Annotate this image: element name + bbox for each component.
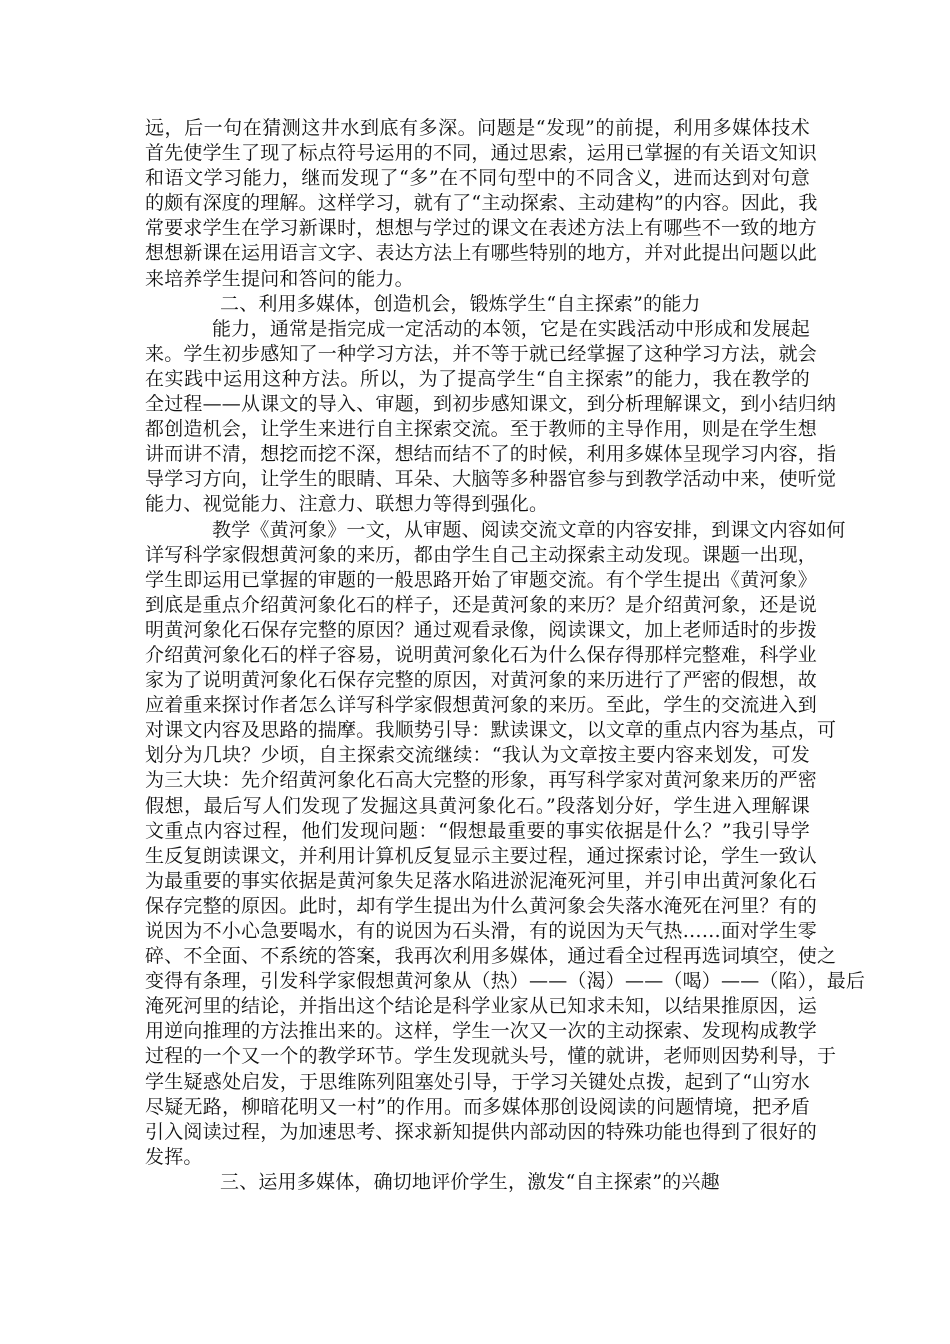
text-line: 想想新课在运用语言文字、表达方法上有哪些特别的地方，并对此提出问题以此 <box>145 242 818 265</box>
text-line: 淹死河里的结论，并指出这个结论是科学业家从已知求未知，以结果推原因，运 <box>145 995 818 1018</box>
text-line: 和语文学习能力，继而发现了“多”在不同句型中的不同含义，进而达到对句意 <box>145 167 810 190</box>
body-paragraph <box>145 116 818 292</box>
text-line: 文重点内容过程，他们发现问题：“假想最重要的事实依据是什么？”我引导学 <box>145 819 810 842</box>
section-heading <box>145 292 810 317</box>
text-line: 为三大块：先介绍黄河象化石高大完整的形象，再写科学家对黄河象来历的严密 <box>145 769 818 792</box>
text-line: 应着重来探讨作者怎么详写科学家假想黄河象的来历。至此，学生的交流进入到 <box>145 694 818 717</box>
text-line: 生反复朗读课文，并利用计算机反复显示主要过程，通过探索讨论，学生一致认 <box>145 844 818 867</box>
text-line: 引入阅读过程，为加速思考、探求新知提供内部动因的特殊功能也得到了很好的 <box>145 1120 818 1143</box>
text-line: 能力，通常是指完成一定活动的本领，它是在实践活动中形成和发展起 <box>212 317 810 340</box>
text-line: 保存完整的原因。此时，却有学生提出为什么黄河象会失落水淹死在河里？有的 <box>145 894 818 917</box>
text-line: 碎、不全面、不系统的答案，我再次利用多媒体，通过看全过程再选词填空，使之 <box>145 945 837 968</box>
text-line: 远，后一句在猜测这井水到底有多深。问题是“发现”的前提，利用多媒体技术 <box>145 117 810 139</box>
text-line: 导学习方向，让学生的眼睛、耳朵、大脑等多种器官参与到教学活动中来，使听觉 <box>145 468 837 491</box>
text-line: 划分为几块？少顷，自主探索交流继续：“我认为文章按主要内容来划发，可发 <box>145 744 810 767</box>
text-line: 明黄河象化石保存完整的原因？通过观看录像，阅读课文，加上老师适时的步拨 <box>145 618 818 641</box>
text-line: 详写科学家假想黄河象的来历，都由学生自己主动探索主动发现。课题一出现， <box>145 543 818 566</box>
heading-text: 三、运用多媒体，确切地评价学生，激发“自主探索”的兴趣 <box>220 1170 720 1193</box>
heading-text: 二、利用多媒体，创造机会，锻炼学生“自主探索”的能力 <box>220 292 701 315</box>
body-paragraph <box>145 317 837 518</box>
text-line: 为最重要的事实依据是黄河象失足落水陷进淤泥淹死河里，并引申出黄河象化石 <box>145 869 818 892</box>
text-line: 学生疑惑处启发，于思维陈列阻塞处引导，于学习关键处点拨，起到了“山穷水 <box>145 1070 810 1093</box>
text-line: 用逆向推理的方法推出来的。这样，学生一次又一次的主动探索、发现构成教学 <box>145 1020 818 1043</box>
text-line: 说因为不小心急要喝水，有的说因为石头滑，有的说因为天气热……面对学生零 <box>145 920 818 942</box>
text-line: 在实践中运用这种方法。所以，为了提高学生“自主探索”的能力，我在教学的 <box>145 367 810 390</box>
text-line: 都创造机会，让学生来进行自主探索交流。至于教师的主导作用，则是在学生想 <box>145 418 818 441</box>
text-line: 对课文内容及思路的揣摩。我顺势引导：默读课文，以文章的重点内容为基点，可 <box>145 719 837 742</box>
text-line: 过程的一个又一个的教学环节。学生发现就头号，懂的就讲，老师则因势利导，于 <box>145 1045 837 1068</box>
text-line: 发挥。 <box>145 1145 203 1168</box>
text-line: 的颇有深度的理解。这样学习，就有了“主动探索、主动建构”的内容。因此，我 <box>145 192 818 215</box>
text-line: 家为了说明黄河象化石保存完整的原因，对黄河象的来历进行了严密的假想，故 <box>145 669 818 692</box>
text-line: 首先使学生了现了标点符号运用的不同，通过思索，运用已掌握的有关语文知识 <box>145 142 818 165</box>
text-line: 常要求学生在学习新课时，想想与学过的课文在表述方法上有哪些不一致的地方 <box>145 217 818 240</box>
body-paragraph <box>145 518 866 1170</box>
text-line: 假想，最后写人们发现了发掘这具黄河象化石。”段落划分好，学生进入理解课 <box>145 794 810 817</box>
text-line: 能力、视觉能力、注意力、联想力等得到强化。 <box>145 493 549 516</box>
text-line: 来。学生初步感知了一种学习方法，并不等于就已经掌握了这种学习方法，就会 <box>145 342 818 365</box>
section-heading <box>145 1170 810 1195</box>
text-line: 讲而讲不清，想挖而挖不深，想结而结不了的时候，利用多媒体呈现学习内容，指 <box>145 443 837 466</box>
text-line: 介绍黄河象化石的样子容易，说明黄河象化石为什么保存得那样完整难，科学业 <box>145 643 818 666</box>
text-line: 来培养学生提问和答问的能力。 <box>145 267 414 290</box>
text-line: 学生即运用已掌握的审题的一般思路开始了审题交流。有个学生提出《黄河象》 <box>145 568 818 591</box>
text-line: 尽疑无路，柳暗花明又一村”的作用。而多媒体那创设阅读的问题情境，把矛盾 <box>145 1095 810 1118</box>
text-line: 全过程——从课文的导入、审题，到初步感知课文，到分析理解课文，到小结归纳 <box>145 393 837 416</box>
text-line: 变得有条理，引发科学家假想黄河象从（热）——（渴）——（喝）——（陷），最后 <box>145 970 866 993</box>
text-line: 到底是重点介绍黄河象化石的样子，还是黄河象的来历？是介绍黄河象，还是说 <box>145 593 818 616</box>
document-page <box>145 116 866 1195</box>
text-line: 教学《黄河象》一文，从审题、阅读交流文章的内容安排，到课文内容如何 <box>212 518 846 541</box>
